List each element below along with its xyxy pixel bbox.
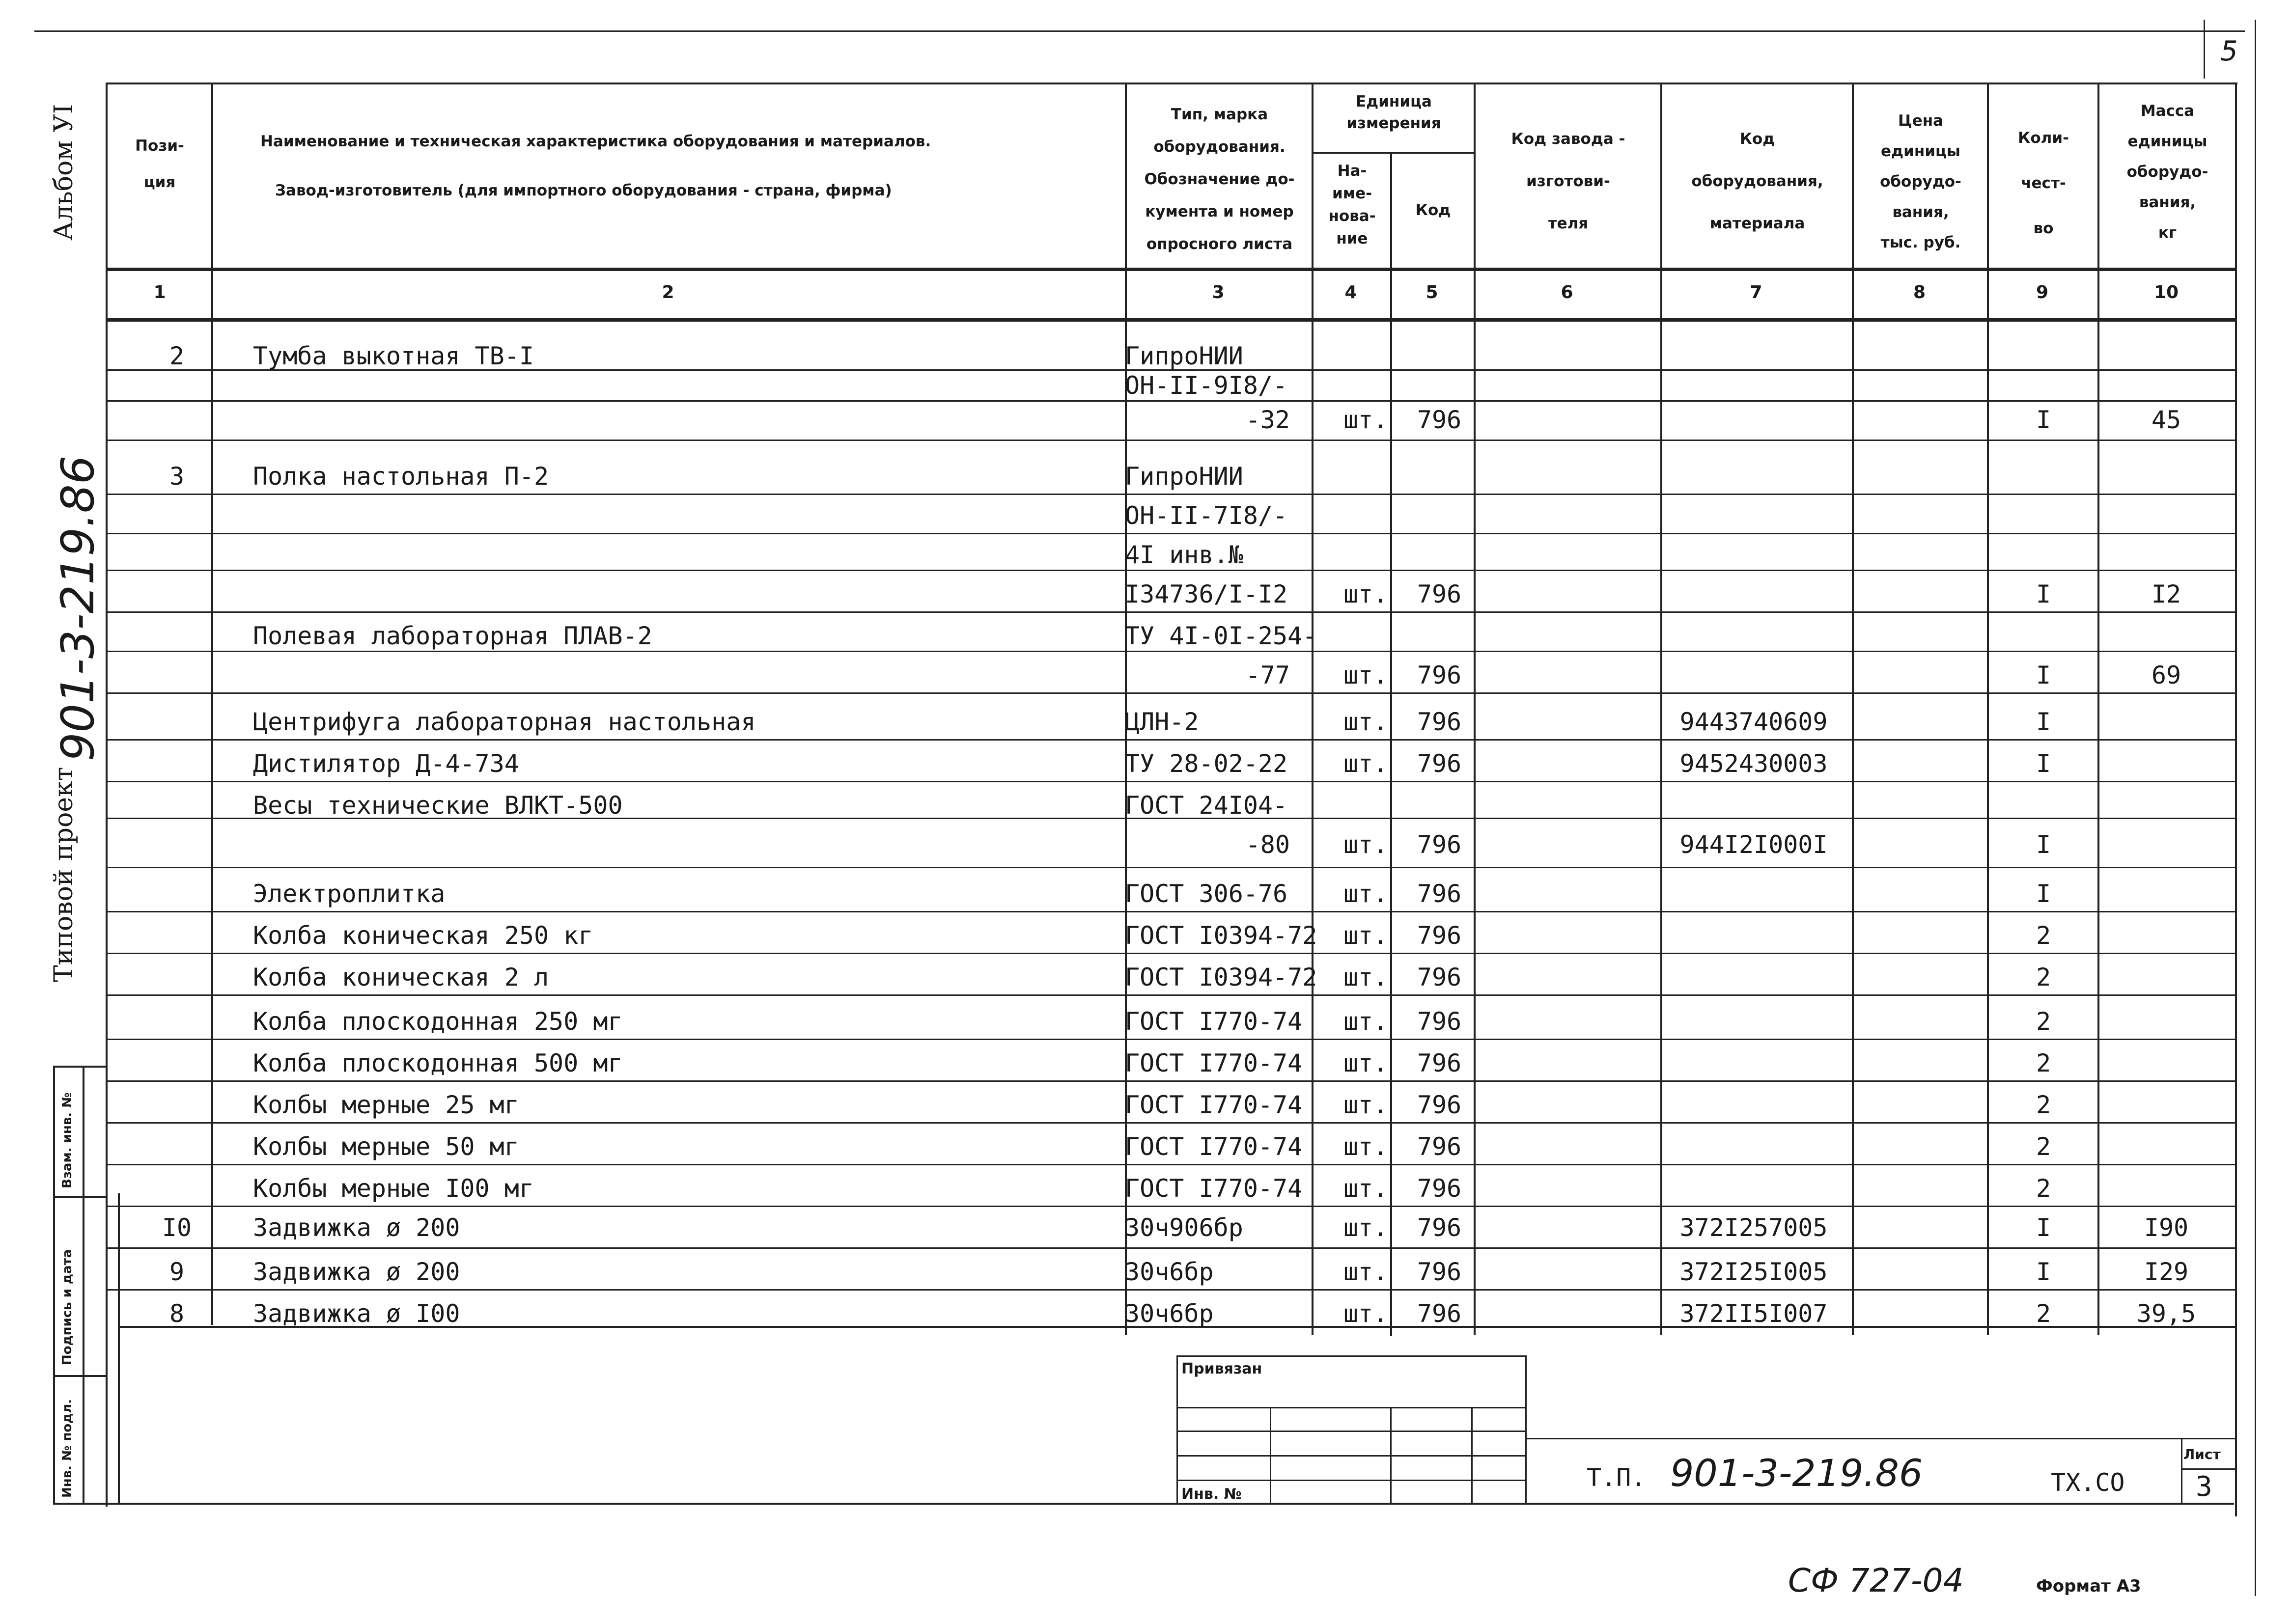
unit-code-cell: 796 bbox=[1417, 661, 1462, 689]
type-cell: ОН-II-7I8/- bbox=[1125, 501, 1288, 530]
type-cell: 30ч6бр bbox=[1125, 1299, 1214, 1328]
quantity-cell: I bbox=[2036, 1213, 2051, 1242]
position-cell: 2 bbox=[169, 342, 185, 370]
name-cell: Тумба выкотная ТВ-I bbox=[253, 342, 534, 370]
unit-code-cell: 796 bbox=[1417, 1299, 1462, 1328]
unit-name-cell: шт. bbox=[1343, 1049, 1388, 1077]
col-number-6: 6 bbox=[1561, 282, 1573, 303]
equipment-code-cell: 944I2I000I bbox=[1679, 830, 1828, 859]
unit-name-cell: шт. bbox=[1343, 921, 1388, 950]
type-cell: ГОСТ I770-74 bbox=[1125, 1174, 1303, 1203]
format-label: Формат А3 bbox=[2036, 1576, 2141, 1596]
header-units-group: Единица измерения bbox=[1346, 93, 1441, 132]
mass-cell: 69 bbox=[2151, 661, 2181, 689]
inv-no-label: Инв. № bbox=[1181, 1486, 1242, 1503]
name-cell: Колбы мерные 50 мг bbox=[253, 1132, 519, 1161]
unit-name-cell: шт. bbox=[1343, 1299, 1388, 1328]
quantity-cell: I bbox=[2036, 661, 2051, 689]
unit-code-cell: 796 bbox=[1417, 1174, 1462, 1203]
unit-code-cell: 796 bbox=[1417, 1258, 1462, 1286]
header-col9: Коли- чест- во bbox=[2018, 129, 2069, 237]
header-col10: Масса единицы оборудо- вания, кг bbox=[2126, 102, 2208, 242]
unit-code-cell: 796 bbox=[1417, 963, 1462, 991]
header-col1: Пози- ция bbox=[135, 137, 184, 191]
unit-name-cell: шт. bbox=[1343, 963, 1388, 991]
header-col5: Код bbox=[1415, 201, 1451, 219]
unit-code-cell: 796 bbox=[1417, 921, 1462, 950]
quantity-cell: I bbox=[2036, 749, 2051, 778]
quantity-cell: 2 bbox=[2036, 1007, 2051, 1036]
position-cell: 3 bbox=[169, 462, 185, 491]
project-number-handwritten: 901-3-219.86 bbox=[52, 455, 104, 761]
unit-code-cell: 796 bbox=[1417, 830, 1462, 859]
header-col2-line1: Наименование и техническая характеристика оборудования и материалов. bbox=[260, 133, 931, 150]
unit-name-cell: шт. bbox=[1343, 1007, 1388, 1036]
col-number-4: 4 bbox=[1344, 282, 1357, 303]
name-cell: Колбы мерные 25 мг bbox=[253, 1091, 519, 1119]
project-label: Типовой проект bbox=[49, 767, 79, 982]
stamp-inv-podl: Инв. № подл. bbox=[60, 1399, 75, 1498]
name-cell: Полка настольная П-2 bbox=[253, 462, 549, 491]
mass-cell: I90 bbox=[2144, 1213, 2189, 1242]
album-label: Альбом УI bbox=[49, 104, 79, 241]
name-cell: Колба плоскодонная 250 мг bbox=[253, 1007, 623, 1036]
unit-name-cell: шт. bbox=[1343, 1258, 1388, 1286]
mass-cell: 39,5 bbox=[2136, 1299, 2196, 1328]
unit-code-cell: 796 bbox=[1417, 1049, 1462, 1077]
type-cell: 30ч906бр bbox=[1125, 1213, 1243, 1242]
name-cell: Колба плоскодонная 500 мг bbox=[253, 1049, 623, 1077]
position-cell: 9 bbox=[169, 1258, 185, 1286]
privyazan-label: Привязан bbox=[1181, 1360, 1262, 1377]
header-col6: Код завода - изготови- теля bbox=[1511, 130, 1625, 232]
handwritten-code: СФ 727-04 bbox=[1788, 1562, 1964, 1599]
mass-cell: I29 bbox=[2144, 1258, 2189, 1286]
header-col2-line2: Завод-изготовитель (для импортного оборудования - страна, фирма) bbox=[275, 182, 892, 199]
type-cell: ГОСТ I0394-72 bbox=[1125, 921, 1317, 950]
sheet-number: 3 bbox=[2196, 1471, 2212, 1503]
quantity-cell: I bbox=[2036, 830, 2051, 859]
unit-name-cell: шт. bbox=[1343, 661, 1388, 689]
unit-name-cell: шт. bbox=[1343, 708, 1388, 736]
col-number-1: 1 bbox=[153, 282, 166, 303]
unit-name-cell: шт. bbox=[1343, 749, 1388, 778]
col-number-3: 3 bbox=[1212, 282, 1225, 303]
col-number-2: 2 bbox=[662, 282, 674, 303]
type-cell: ОН-II-9I8/- bbox=[1125, 371, 1288, 400]
quantity-cell: 2 bbox=[2036, 921, 2051, 950]
type-cell: ГОСТ I770-74 bbox=[1125, 1049, 1303, 1077]
unit-code-cell: 796 bbox=[1417, 1213, 1462, 1242]
quantity-cell: 2 bbox=[2036, 1091, 2051, 1119]
unit-name-cell: шт. bbox=[1343, 1091, 1388, 1119]
type-cell: 30ч6бр bbox=[1125, 1258, 1214, 1286]
position-cell: I0 bbox=[162, 1213, 192, 1242]
equipment-code-cell: 9452430003 bbox=[1679, 749, 1828, 778]
equipment-code-cell: 372II5I007 bbox=[1679, 1299, 1828, 1328]
unit-name-cell: шт. bbox=[1343, 1132, 1388, 1161]
equipment-code-cell: 9443740609 bbox=[1679, 708, 1828, 736]
name-cell: Полевая лабораторная ПЛАВ-2 bbox=[253, 622, 652, 650]
unit-name-cell: шт. bbox=[1343, 406, 1388, 434]
unit-code-cell: 796 bbox=[1417, 1132, 1462, 1161]
quantity-cell: I bbox=[2036, 580, 2051, 608]
sheet-label: Лист bbox=[2183, 1446, 2221, 1462]
header-col7: Код оборудования, материала bbox=[1691, 130, 1823, 232]
mass-cell: 45 bbox=[2151, 406, 2181, 434]
type-cell: ТУ 28-02-22 bbox=[1125, 749, 1288, 778]
type-cell: -80 bbox=[1245, 830, 1290, 859]
col-number-9: 9 bbox=[2036, 282, 2049, 303]
type-cell: ГипроНИИ bbox=[1125, 342, 1243, 370]
unit-code-cell: 796 bbox=[1417, 1091, 1462, 1119]
page-number: 5 bbox=[2220, 35, 2238, 67]
equipment-code-cell: 372I25I005 bbox=[1679, 1258, 1828, 1286]
quantity-cell: 2 bbox=[2036, 1299, 2051, 1328]
header-col4: На- име- нова- ние bbox=[1328, 162, 1376, 248]
unit-name-cell: шт. bbox=[1343, 580, 1388, 608]
quantity-cell: I bbox=[2036, 1258, 2051, 1286]
header-col3: Тип, марка оборудования. Обозначение до- кумента и номер опросного листа bbox=[1144, 106, 1295, 253]
type-cell: ЦЛН-2 bbox=[1125, 708, 1199, 736]
quantity-cell: 2 bbox=[2036, 1174, 2051, 1203]
type-cell: ГОСТ I770-74 bbox=[1125, 1091, 1303, 1119]
stamp-replace-inv: Взам. инв. № bbox=[60, 1092, 75, 1188]
name-cell: Электроплитка bbox=[253, 880, 446, 908]
type-cell: I34736/I-I2 bbox=[1125, 580, 1288, 608]
type-cell: ГипроНИИ bbox=[1125, 462, 1243, 491]
name-cell: Колба коническая 250 кг bbox=[253, 921, 593, 950]
unit-name-cell: шт. bbox=[1343, 1174, 1388, 1203]
name-cell: Колбы мерные I00 мг bbox=[253, 1174, 534, 1203]
col-number-8: 8 bbox=[1913, 282, 1926, 303]
type-cell: ГОСТ I770-74 bbox=[1125, 1132, 1303, 1161]
quantity-cell: 2 bbox=[2036, 963, 2051, 991]
type-cell: ГОСТ I0394-72 bbox=[1125, 963, 1317, 991]
equipment-code-cell: 372I257005 bbox=[1679, 1213, 1828, 1242]
header-col8: Цена единицы оборудо- вания, тыс. руб. bbox=[1880, 112, 1961, 251]
type-cell: ГОСТ 24I04- bbox=[1125, 791, 1288, 820]
quantity-cell: I bbox=[2036, 708, 2051, 736]
name-cell: Весы технические ВЛКТ-500 bbox=[253, 791, 623, 820]
quantity-cell: 2 bbox=[2036, 1049, 2051, 1077]
name-cell: Задвижка ø 200 bbox=[253, 1213, 460, 1242]
unit-code-cell: 796 bbox=[1417, 708, 1462, 736]
name-cell: Колба коническая 2 л bbox=[253, 963, 549, 991]
unit-name-cell: шт. bbox=[1343, 830, 1388, 859]
mass-cell: I2 bbox=[2151, 580, 2181, 608]
type-cell: -32 bbox=[1245, 406, 1290, 434]
type-cell: ГОСТ 306-76 bbox=[1125, 880, 1288, 908]
name-cell: Задвижка ø 200 bbox=[253, 1258, 460, 1286]
col-number-10: 10 bbox=[2153, 282, 2179, 303]
name-cell: Центрифуга лабораторная настольная bbox=[253, 708, 756, 736]
tp-number: 901-3-219.86 bbox=[1670, 1451, 1923, 1495]
type-cell: ТУ 4I-0I-254- bbox=[1125, 622, 1317, 650]
position-cell: 8 bbox=[169, 1299, 185, 1328]
unit-code-cell: 796 bbox=[1417, 1007, 1462, 1036]
unit-name-cell: шт. bbox=[1343, 880, 1388, 908]
name-cell: Дистилятор Д-4-734 bbox=[253, 749, 519, 778]
unit-code-cell: 796 bbox=[1417, 749, 1462, 778]
type-cell: 4I инв.№ bbox=[1125, 541, 1243, 569]
doc-code: ТХ.СО bbox=[2051, 1468, 2125, 1497]
stamp-signature-date: Подпись и дата bbox=[60, 1249, 75, 1365]
col-number-7: 7 bbox=[1750, 282, 1762, 303]
type-cell: -77 bbox=[1245, 661, 1290, 689]
name-cell: Задвижка ø I00 bbox=[253, 1299, 460, 1328]
unit-name-cell: шт. bbox=[1343, 1213, 1388, 1242]
col-number-5: 5 bbox=[1426, 282, 1438, 303]
unit-code-cell: 796 bbox=[1417, 580, 1462, 608]
quantity-cell: I bbox=[2036, 880, 2051, 908]
unit-code-cell: 796 bbox=[1417, 406, 1462, 434]
quantity-cell: 2 bbox=[2036, 1132, 2051, 1161]
unit-code-cell: 796 bbox=[1417, 880, 1462, 908]
quantity-cell: I bbox=[2036, 406, 2051, 434]
type-cell: ГОСТ I770-74 bbox=[1125, 1007, 1303, 1036]
tp-label: Т.П. bbox=[1587, 1463, 1646, 1492]
